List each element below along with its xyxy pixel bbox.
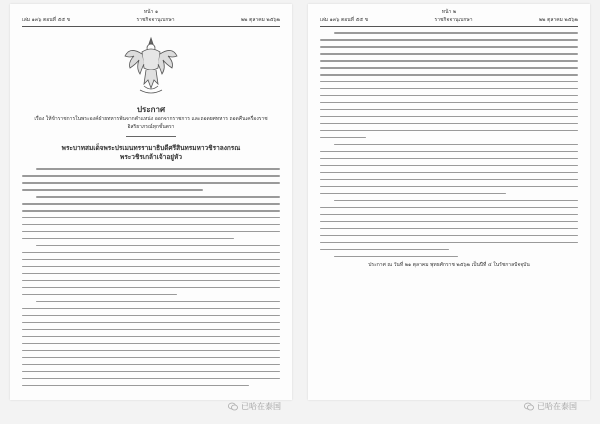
decree-heading-line-1: พระบาทสมเด็จพระปรเมนทรรามาธิบดีศรีสินทรมหาวชิราลงกรณ [61, 144, 241, 152]
watermark-text: 已哈在泰国 [537, 402, 577, 411]
volume-issue: เล่ม ๑๓๖ ตอนที่ ๕๕ ข [22, 17, 71, 23]
signature-block [320, 262, 578, 270]
body-text-block [22, 168, 280, 392]
gazette-page-right [308, 4, 590, 400]
watermark [228, 401, 281, 412]
body-text-block [320, 32, 578, 262]
divider [126, 136, 176, 137]
garuda-emblem-icon [122, 34, 180, 98]
page-number: หน้า ๑ [143, 9, 159, 15]
wechat-icon [228, 402, 238, 411]
volume-issue: เล่ม ๑๓๖ ตอนที่ ๕๕ ข [320, 17, 369, 23]
page-header [320, 16, 578, 27]
publication-name: ราชกิจจานุเบกษา [434, 17, 473, 23]
publication-name: ราชกิจจานุเบกษา [136, 17, 175, 23]
wechat-icon [524, 402, 534, 411]
page-number: หน้า ๒ [441, 9, 457, 15]
decree-heading [10, 144, 292, 162]
proclamation-date: ประกาศ ณ วันที่ ๒๑ ตุลาคม พุทธศักราช ๒๕๖๒ เป็นปีที่ ๔ ในรัชกาลปัจจุบัน [368, 262, 530, 268]
page-header [22, 16, 280, 27]
announcement-subject: เรื่อง ให้ข้าราชการในพระองค์ฝ่ายทหารพ้นจากตำแหน่ง ออกจากราชการ และถอดยศทหาร ถอดคืนเครื่องราชอิสริยาภรณ์ทุกชั้นตรา [34, 116, 268, 130]
watermark [524, 401, 577, 412]
watermark-text: 已哈在泰国 [241, 402, 281, 411]
publication-date: ๒๒ ตุลาคม ๒๕๖๒ [240, 17, 280, 23]
publication-date: ๒๒ ตุลาคม ๒๕๖๒ [538, 17, 578, 23]
announcement-title: ประกาศ [136, 104, 166, 114]
decree-heading-line-2: พระวชิรเกล้าเจ้าอยู่หัว [120, 153, 182, 161]
gazette-page-left [10, 4, 292, 400]
